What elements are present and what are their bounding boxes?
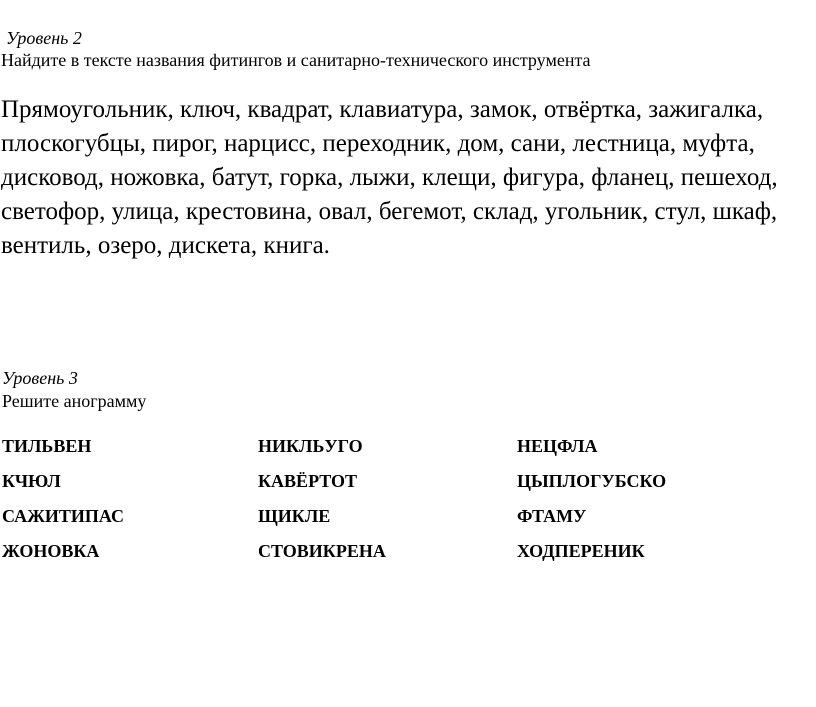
anagram-word: НЕЦФЛА <box>517 436 598 456</box>
anagram-word: ХОДПЕРЕНИК <box>517 541 645 561</box>
level2-word-list: Прямоугольник, ключ, квадрат, клавиатура, замок, отвёртка, зажигалка, плоскогубцы, пирог, нарцисс, переходник, дом, сани, лестница, муфта, дисковод, ножовка, батут, горка, лыжи, клещи, фигура, фланец, пешеход, светофор, улица, крестовина, овал, бегемот, склад, угольник, стул, шкаф, вентиль, озеро, дискета, книга. <box>1 96 778 259</box>
anagram-row <box>2 541 762 576</box>
anagram-word: ФТАМУ <box>517 506 587 526</box>
anagram-row <box>2 506 762 541</box>
level3-label: Уровень 3 <box>2 368 78 388</box>
anagram-word: САЖИТИПАС <box>2 506 125 526</box>
anagram-word: ЩИКЛЕ <box>258 506 331 526</box>
level3-instruction: Решите анограмму <box>2 391 147 411</box>
level2-label: Уровень 2 <box>6 28 82 48</box>
level2-instruction: Найдите в тексте названия фитингов и санитарно-технического инструмента <box>1 50 591 70</box>
anagram-row <box>2 471 762 506</box>
anagram-word: КАВЁРТОТ <box>258 471 358 491</box>
anagram-word: ТИЛЬВЕН <box>2 436 92 456</box>
anagram-word: НИКЛЬУГО <box>258 436 363 456</box>
anagram-word: ЖОНОВКА <box>2 541 100 561</box>
anagram-word: СТОВИКРЕНА <box>258 541 386 561</box>
anagram-row <box>2 436 762 471</box>
anagram-word: КЧЮЛ <box>2 471 61 491</box>
anagram-word: ЦЫПЛОГУБСКО <box>517 471 667 491</box>
anagram-grid <box>2 436 762 576</box>
